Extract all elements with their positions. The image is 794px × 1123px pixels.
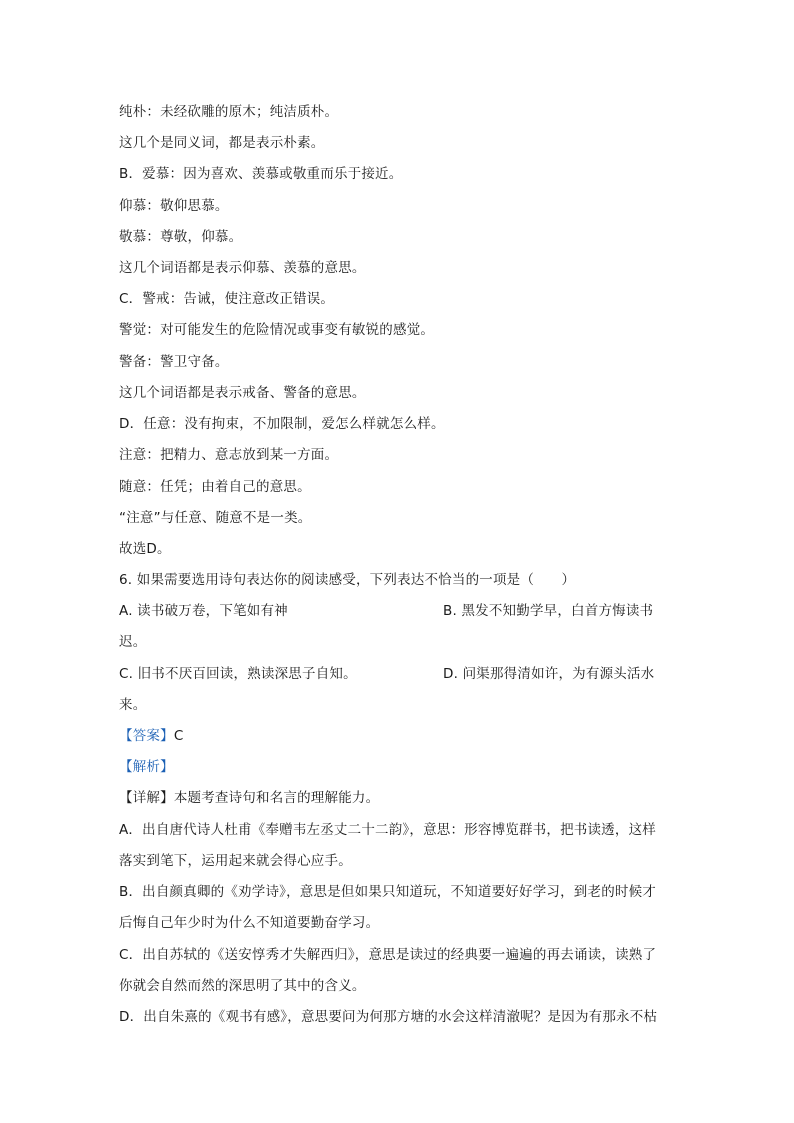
text-line: 故选D。 <box>119 541 171 557</box>
text-line: 注意：把精力、意志放到某一方面。 <box>119 447 339 463</box>
text-line: 这几个词语都是表示戒备、警备的意思。 <box>119 385 366 401</box>
option-d-continued: 来。 <box>119 697 147 713</box>
text-line: 警觉：对可能发生的危险情况或事变有敏锐的感觉。 <box>119 322 435 338</box>
text-line: 敬慕：尊敬，仰慕。 <box>119 229 243 245</box>
analysis-c: C．出自苏轼的《送安惇秀才失解西归》，意思是读过的经典要一遍遍的再去诵读，读熟了 <box>119 947 657 963</box>
analysis-a-continued: 落实到笔下，运用起来就会得心应手。 <box>119 853 352 869</box>
option-d: D. 问渠那得清如许，为有源头活水 <box>443 666 655 682</box>
answer-tag: 【答案】 <box>119 728 174 744</box>
analysis-tag: 【解析】 <box>119 759 174 775</box>
text-line: B．爱慕：因为喜欢、羡慕或敬重而乐于接近。 <box>119 166 403 182</box>
answer-value: C <box>173 728 184 744</box>
analysis-d: D．出自朱熹的《观书有感》，意思要问为何那方塘的水会这样清澈呢？是因为有那永不枯 <box>119 1009 658 1025</box>
analysis-b-continued: 后悔自己年少时为什么不知道要勤奋学习。 <box>119 915 380 931</box>
text-line: 这几个词语都是表示仰慕、羡慕的意思。 <box>119 260 366 276</box>
detail-text: 本题考查诗句和名言的理解能力。 <box>173 790 380 806</box>
question-stem: 6. 如果需要选用诗句表达你的阅读感受，下列表达不恰当的一项是（ ） <box>119 572 576 588</box>
detail-tag: 【详解】 <box>119 790 174 806</box>
text-line: 这几个是同义词，都是表示朴素。 <box>119 135 325 151</box>
option-a: A. 读书破万卷，下笔如有神 <box>119 603 288 619</box>
text-line: 仰慕：敬仰思慕。 <box>119 198 229 214</box>
answer-line <box>119 727 183 745</box>
analysis-a: A．出自唐代诗人杜甫《奉赠韦左丞丈二十二韵》，意思：形容博览群书，把书读透，这样 <box>119 822 656 838</box>
text-line: D．任意：没有拘束，不加限制，爱怎么样就怎么样。 <box>119 416 445 432</box>
analysis-c-continued: 你就会自然而然的深思明了其中的含义。 <box>119 978 366 994</box>
detail-line <box>119 789 379 807</box>
text-line: 纯朴：未经砍雕的原木；纯洁质朴。 <box>119 104 339 120</box>
option-b: B. 黑发不知勤学早，白首方悔读书 <box>443 603 654 619</box>
text-line: 随意：任凭；由着自己的意思。 <box>119 479 311 495</box>
text-line: “注意”与任意、随意不是一类。 <box>119 510 312 526</box>
option-b-continued: 迟。 <box>119 634 147 650</box>
text-line: C．警戒：告诫，使注意改正错误。 <box>119 291 335 307</box>
text-line: 警备：警卫守备。 <box>119 354 229 370</box>
analysis-line <box>119 758 174 776</box>
option-c: C. 旧书不厌百回读，熟读深思子自知。 <box>119 666 357 682</box>
analysis-b: B．出自颜真卿的《劝学诗》，意思是但如果只知道玩，不知道要好好学习，到老的时候才 <box>119 884 657 900</box>
